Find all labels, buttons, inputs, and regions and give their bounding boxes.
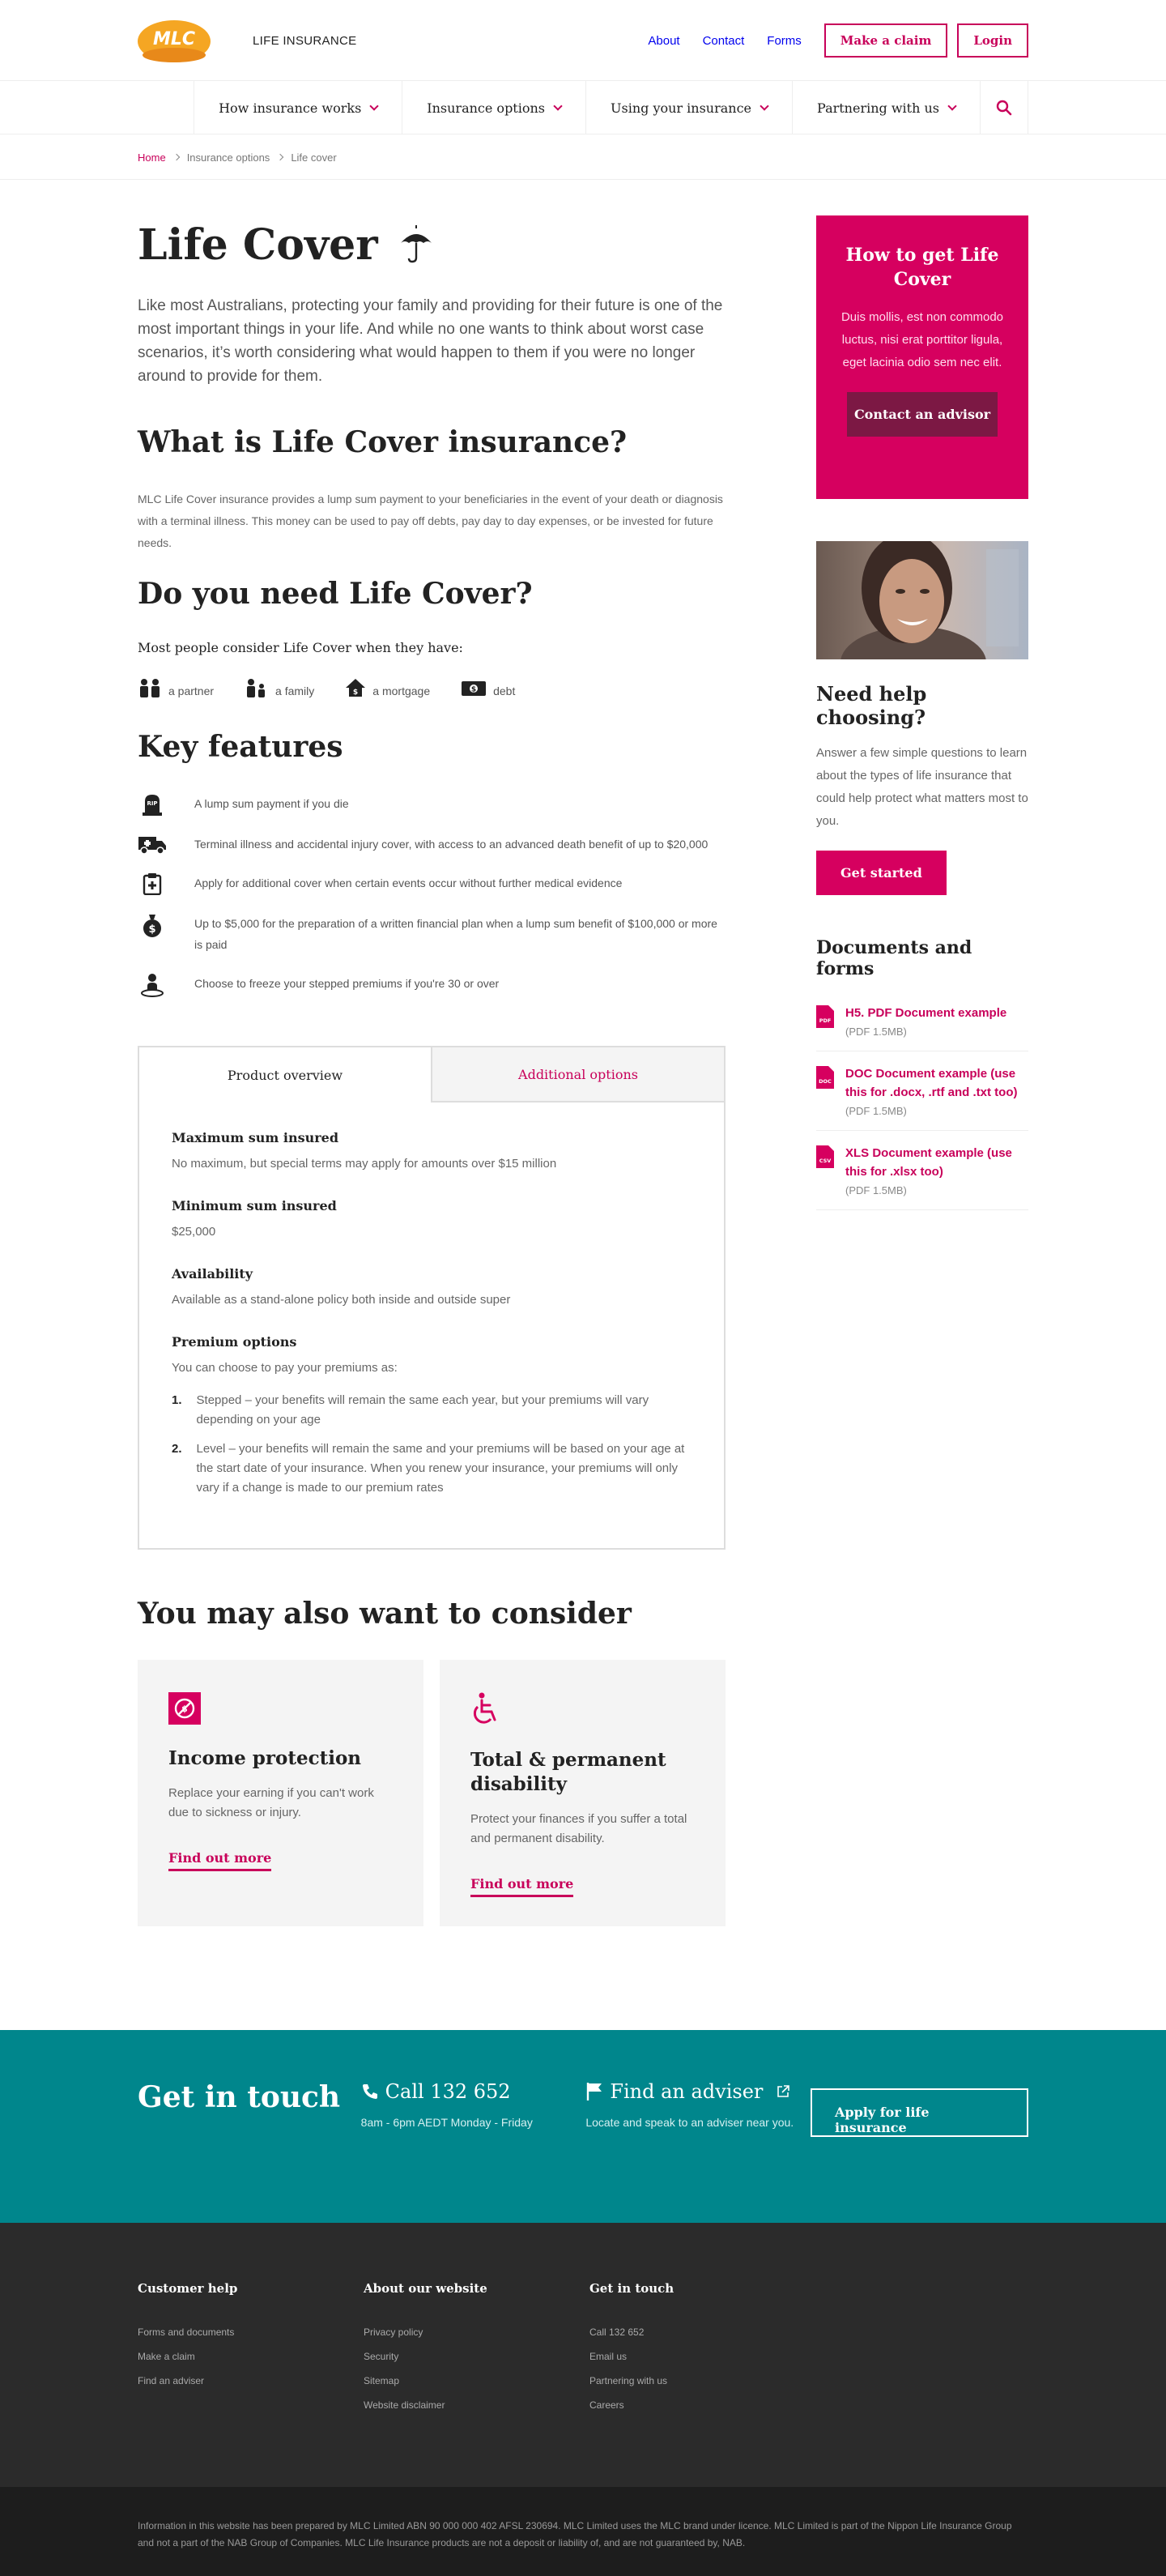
touch-phone [361, 2080, 586, 2137]
nav-item-label: How insurance works [219, 100, 362, 116]
chevron-right-icon [277, 154, 283, 160]
top-link-forms[interactable]: Forms [767, 33, 802, 48]
docs-title: Documents and forms [816, 937, 972, 979]
get-started-button[interactable]: Get started [816, 851, 947, 895]
nav-item-insurance-options[interactable] [402, 81, 585, 134]
svg-text:$: $ [353, 689, 359, 697]
need-mortgage [345, 678, 430, 697]
phone-label: Call 132 652 [385, 2080, 511, 2103]
logo-text: MLC [152, 29, 196, 49]
doc-item[interactable] [816, 1131, 1028, 1210]
apply-life-insurance-button[interactable]: Apply for life insurance [811, 2088, 1028, 2137]
call-link[interactable] [361, 2080, 586, 2103]
cta-title: How to get Life Cover [845, 245, 999, 290]
cash-icon [461, 680, 487, 697]
doc-icon-label: CSV [819, 1158, 832, 1164]
footer-col-get-in-touch [589, 2281, 815, 2411]
need-label: a mortgage [372, 685, 431, 697]
premium-options-text: You can choose to pay your premiums as: [172, 1361, 398, 1375]
docs-list [816, 991, 1028, 1210]
need-label: debt [493, 685, 516, 697]
list-item [172, 1439, 692, 1498]
need-label: a partner [168, 685, 215, 697]
footer-link[interactable]: Security [364, 2351, 399, 2362]
clipboard-plus-icon [143, 872, 162, 895]
feature-item [138, 913, 726, 955]
find-out-more-link[interactable]: Find out more [470, 1876, 573, 1897]
sidebar [816, 215, 1028, 1926]
help-title: Need help choosing? [816, 682, 927, 729]
need-family [245, 678, 314, 697]
contact-advisor-button[interactable]: Contact an advisor [847, 392, 998, 437]
svg-text:$: $ [181, 1704, 188, 1714]
card-title: Total & permanent disability [470, 1749, 666, 1795]
feature-item [138, 793, 726, 816]
flag-icon [585, 2082, 603, 2101]
feature-item [138, 872, 726, 895]
nav-item-how-insurance-works[interactable] [194, 81, 402, 134]
footer-link[interactable]: Forms and documents [138, 2327, 235, 2338]
feature-text: Apply for additional cover when certain events occur without further medical evidence [194, 876, 623, 889]
external-link-icon [776, 2084, 790, 2099]
footer-link[interactable]: Privacy policy [364, 2327, 423, 2338]
need-debt [461, 680, 515, 697]
footer-link[interactable]: Careers [589, 2399, 624, 2411]
doc-icon-label: PDF [819, 1017, 832, 1024]
phone-icon [361, 2083, 379, 2100]
footer-link[interactable]: Make a claim [138, 2351, 195, 2362]
smiling-woman-photo [816, 541, 1028, 659]
doc-item[interactable] [816, 1051, 1028, 1131]
features-list [138, 793, 726, 997]
wheelchair-icon [470, 1692, 503, 1726]
nav-item-using-your-insurance[interactable] [585, 81, 792, 134]
doc-size: (PDF 1.5MB) [845, 1026, 907, 1038]
footer-col-title: Customer help [138, 2281, 238, 2296]
nav-item-label: Insurance options [427, 100, 545, 116]
find-adviser-link[interactable] [585, 2080, 811, 2103]
how-to-get-box [816, 215, 1028, 499]
list-item-number: 1. [172, 1393, 182, 1407]
footer-link[interactable]: Sitemap [364, 2375, 400, 2386]
ambulance-icon [138, 834, 167, 855]
main-area [138, 180, 1028, 1926]
csv-file-icon [816, 1145, 834, 1168]
availability-text: Available as a stand-alone policy both inside and outside super [172, 1293, 511, 1307]
feature-item [138, 973, 726, 997]
umbrella-icon [399, 225, 433, 266]
max-sum-text: No maximum, but special terms may apply for amounts over $15 million [172, 1157, 557, 1171]
card-tpd [440, 1660, 726, 1926]
breadcrumb-home[interactable]: Home [138, 151, 166, 164]
brand-subtitle: LIFE INSURANCE [253, 33, 357, 48]
feature-text: Up to $5,000 for the preparation of a written financial plan when a lump sum benefit of $100,000 or more is paid [194, 917, 717, 951]
breadcrumb-insurance-options[interactable]: Insurance options [186, 151, 270, 164]
top-links [648, 23, 1028, 58]
need-partner [138, 678, 214, 697]
make-claim-button[interactable]: Make a claim [824, 23, 948, 58]
breadcrumb-current: Life cover [291, 151, 337, 164]
list-item-text: Level – your benefits will remain the same and your premiums will be based on your age at the start date of your insurance. When you renew your insurance, your premiums will only vary if a change is made to our premium rates [196, 1442, 685, 1495]
chevron-down-icon [760, 101, 768, 110]
adviser-text: Locate and speak to an adviser near you. [585, 2116, 794, 2129]
mlc-logo[interactable] [138, 15, 211, 66]
touch-title: Get in touch [138, 2080, 341, 2114]
tab-additional-options[interactable]: Additional options [431, 1047, 724, 1102]
logo-disc-shadow [143, 48, 206, 62]
doc-icon-label: DOC [819, 1078, 832, 1085]
min-sum-title: Minimum sum insured [172, 1198, 337, 1213]
page-title [138, 220, 726, 270]
premium-options-list [172, 1391, 692, 1498]
help-text: Answer a few simple questions to learn about the types of life insurance that could help protect what matters most to you. [816, 746, 1028, 828]
footer-link[interactable]: Partnering with us [589, 2375, 668, 2386]
family-icon [245, 678, 269, 697]
feature-item [138, 834, 726, 855]
legal-bar [0, 2487, 1166, 2576]
footer-link[interactable]: Call 132 652 [589, 2327, 645, 2338]
need-label: a family [275, 685, 315, 697]
nav-item-label: Partnering with us [817, 100, 939, 116]
main-content [138, 215, 726, 1926]
breadcrumb-bar [0, 134, 1166, 180]
pdf-file-icon [816, 1005, 834, 1028]
card-title: Income protection [168, 1747, 362, 1769]
chevron-down-icon [553, 101, 562, 110]
footer-col-about-website [364, 2281, 589, 2411]
main-nav [0, 81, 1166, 134]
chevron-down-icon [947, 101, 956, 110]
partner-icon [138, 678, 162, 697]
nav-item-partnering-with-us[interactable] [792, 81, 980, 134]
doc-name[interactable]: XLS Document example (use this for .xlsx too) [845, 1146, 1012, 1179]
find-out-more-link[interactable]: Find out more [168, 1850, 271, 1871]
product-tabs [138, 1046, 726, 1550]
login-button[interactable]: Login [957, 23, 1028, 58]
doc-name[interactable]: H5. PDF Document example [845, 1006, 1007, 1020]
feature-text: A lump sum payment if you die [194, 797, 349, 810]
search-icon [996, 100, 1012, 116]
tombstone-icon [141, 793, 164, 816]
svg-text:$: $ [470, 685, 477, 694]
money-bag-icon [142, 913, 163, 937]
page-title-text: Life Cover [138, 220, 378, 270]
availability-title: Availability [172, 1266, 253, 1282]
doc-file-icon [816, 1066, 834, 1089]
tabs-header [139, 1047, 724, 1102]
adviser-label: Find an adviser [610, 2080, 764, 2103]
footer-link[interactable]: Find an adviser [138, 2375, 205, 2386]
need-lead: Most people consider Life Cover when they have: [138, 640, 463, 655]
tab-product-overview[interactable]: Product overview [139, 1047, 431, 1102]
cta-text: Duis mollis, est non commodo luctus, nisi erat porttitor ligula, eget lacinia odio sem nec elit. [840, 310, 1004, 369]
site-footer [0, 2223, 1166, 2487]
svg-text:RIP: RIP [147, 800, 158, 807]
need-heading: Do you need Life Cover? [138, 577, 533, 611]
feature-text: Terminal illness and accidental injury cover, with access to an advanced death benefit of up to $20,000 [194, 838, 709, 851]
top-link-about[interactable]: About [648, 33, 680, 48]
site-header [0, 0, 1166, 180]
doc-size: (PDF 1.5MB) [845, 1105, 907, 1117]
doc-name[interactable]: DOC Document example (use this for .docx, .rtf and .txt too) [845, 1067, 1018, 1099]
list-item [172, 1391, 692, 1430]
max-sum-title: Maximum sum insured [172, 1130, 339, 1145]
footer-col-title: Get in touch [589, 2281, 674, 2296]
doc-item[interactable] [816, 991, 1028, 1051]
consider-cards [138, 1660, 726, 1926]
breadcrumb [138, 134, 1028, 180]
card-text: Protect your finances if you suffer a total and permanent disability. [470, 1812, 687, 1845]
intro-text: Like most Australians, protecting your family and providing for their future is one of the most important things in your life. And while no one wants to think about worst case scenarios, it’s worth considering what would happen to them if you were no longer around to provide for them. [138, 297, 723, 385]
consider-heading: You may also want to consider [138, 1597, 632, 1631]
key-features-heading: Key features [138, 730, 343, 764]
card-text: Replace your earning if you can't work due to sickness or injury. [168, 1786, 374, 1819]
list-item-number: 2. [172, 1442, 182, 1456]
get-in-touch-band [0, 2030, 1166, 2223]
svg-text:$: $ [148, 923, 156, 936]
top-bar [0, 0, 1166, 81]
house-icon [345, 678, 366, 697]
person-pedestal-icon [140, 973, 164, 997]
woman-portrait-image [816, 541, 1028, 659]
min-sum-text: $25,000 [172, 1225, 216, 1239]
feature-text: Choose to freeze your stepped premiums if you're 30 or over [194, 977, 500, 990]
top-link-contact[interactable]: Contact [702, 33, 745, 48]
touch-adviser [585, 2080, 811, 2137]
footer-col-customer-help [138, 2281, 364, 2411]
list-item-text: Stepped – your benefits will remain the same each year, but your premiums will vary depending on your age [196, 1393, 649, 1427]
doc-size: (PDF 1.5MB) [845, 1184, 907, 1196]
income-protection-icon [168, 1692, 204, 1725]
needs-list [138, 678, 726, 697]
tab-panel-product-overview [139, 1102, 724, 1548]
search-button[interactable] [980, 81, 1028, 134]
premium-options-title: Premium options [172, 1334, 297, 1350]
chevron-down-icon [370, 101, 379, 110]
footer-link[interactable]: Email us [589, 2351, 628, 2362]
footer-col-title: About our website [364, 2281, 487, 2296]
what-is-text: MLC Life Cover insurance provides a lump sum payment to your beneficiaries in the event of your death or diagnosis with a terminal illness. This money can be used to pay off debts, pay day to day expenses, or be invested for future needs. [138, 493, 723, 549]
chevron-right-icon [172, 154, 179, 160]
footer-link[interactable]: Website disclaimer [364, 2399, 445, 2411]
phone-hours: 8am - 6pm AEDT Monday - Friday [360, 2116, 533, 2129]
card-income-protection [138, 1660, 423, 1926]
legal-text: Information in this website has been prepared by MLC Limited ABN 90 000 000 402 AFSL 230694. MLC Limited uses the MLC brand under licence. MLC Limited is part of the Nippon Life Insurance Group and not a part of the NAB Group of Companies. MLC Life Insurance products are not a deposit or liability of, and are not guaranteed by, NAB. [138, 2520, 1012, 2548]
nav-item-label: Using your insurance [611, 100, 752, 116]
what-is-heading: What is Life Cover insurance? [138, 425, 628, 459]
